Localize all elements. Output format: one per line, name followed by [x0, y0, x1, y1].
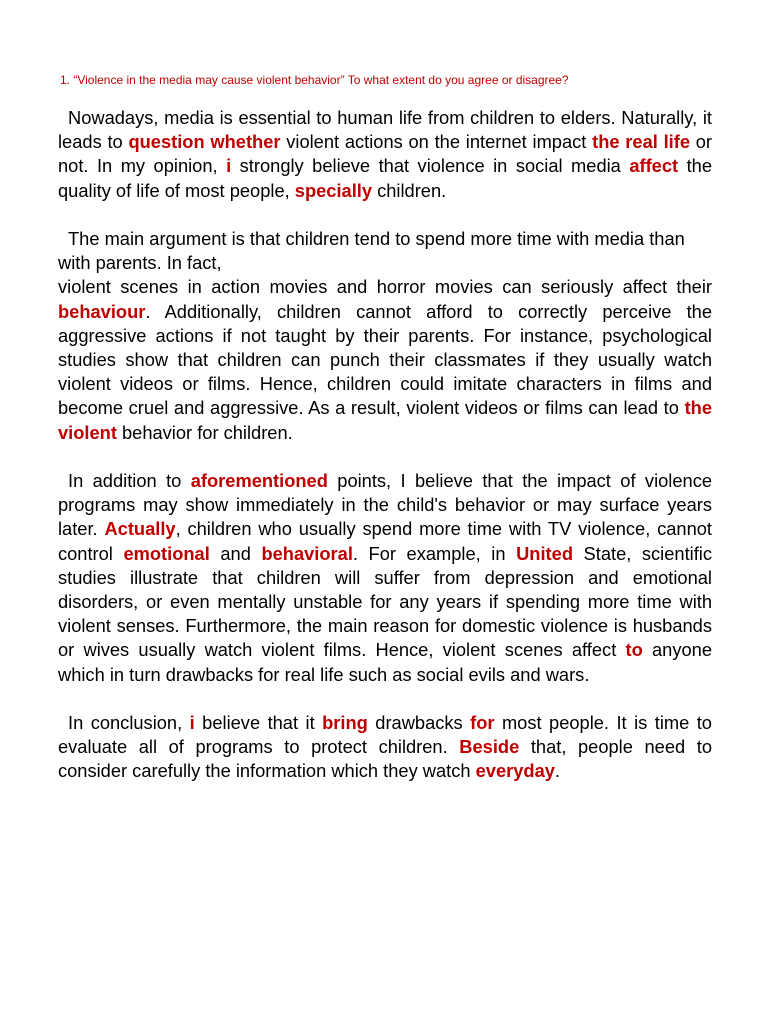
highlighted-correction: for: [470, 712, 495, 734]
paragraph-text: .: [554, 760, 561, 782]
paragraph-text: In conclusion,: [68, 712, 190, 734]
paragraph-text: State, scientific studies illustrate that children will suffer from depression and emotional disorders, or even mentally unstable for any years if spending more time with violent senses. Furthermore, the main reason for domestic violence is husbands or wives usually watch violent films. Hence, violent scenes affect: [58, 542, 712, 661]
essay-question: 1. “Violence in the media may cause violent behavior” To what extent do you agree or disagree?: [60, 73, 569, 87]
paragraph-text: drawbacks: [367, 712, 471, 734]
highlighted-correction: specially: [294, 179, 373, 201]
highlighted-correction: the violent: [58, 397, 712, 443]
paragraph-text: Nowadays, media is essential to human life from children to elders. Naturally, it leads to: [58, 107, 712, 153]
paragraph-text: , children who usually spend more time with TV violence, cannot control: [58, 518, 712, 564]
highlighted-correction: Actually: [104, 518, 176, 540]
highlighted-correction: i: [226, 155, 232, 177]
paragraph-text: the quality of life of most people,: [58, 155, 713, 201]
paragraph-text: and: [209, 542, 262, 564]
highlighted-correction: everyday: [475, 760, 555, 782]
paragraph-text: . For example, in: [352, 542, 517, 564]
essay-paragraph: [58, 227, 712, 445]
paragraph-text: In addition to: [68, 470, 191, 492]
highlighted-correction: United: [516, 542, 573, 564]
paragraph-text: The main argument is that children tend to spend more time with media than with parents. In fact,: [58, 228, 685, 274]
highlighted-correction: Beside: [459, 736, 520, 758]
highlighted-correction: to: [625, 639, 643, 661]
paragraph-text: or not. In my opinion,: [58, 131, 712, 177]
essay-paragraph: [58, 711, 712, 784]
highlighted-correction: question whether: [128, 131, 281, 153]
paragraph-text: anyone which in turn drawbacks for real life such as social evils and wars.: [58, 639, 712, 685]
paragraph-text: violent scenes in action movies and horror movies can seriously affect their: [58, 276, 712, 298]
paragraph-text: children.: [372, 179, 447, 201]
paragraph-text: behavior for children.: [116, 421, 293, 443]
highlighted-correction: the real life: [592, 131, 690, 153]
highlighted-correction: affect: [629, 155, 679, 177]
essay-paragraph: [58, 106, 712, 203]
paragraph-text: that, people need to consider carefully the information which they watch: [58, 736, 713, 782]
highlighted-correction: behaviour: [58, 300, 146, 322]
highlighted-correction: behavioral: [261, 542, 353, 564]
paragraph-text: believe that it: [194, 712, 323, 734]
essay-paragraph: [58, 469, 712, 687]
highlighted-correction: aforementioned: [190, 470, 328, 492]
paragraph-text: most people. It is time to evaluate all of programs to protect children.: [58, 712, 712, 758]
essay-body: [58, 106, 712, 808]
paragraph-text: . Additionally, children cannot afford to correctly perceive the aggressive actions if not taught by their parents. For instance, psychological studies show that children can punch their classmates if they usually watch violent videos or films. Hence, children could imitate characters in films and become cruel and aggressive. As a result, violent videos or films can lead to: [58, 300, 712, 419]
highlighted-correction: i: [189, 712, 195, 734]
paragraph-text: violent actions on the internet impact: [280, 131, 593, 153]
highlighted-correction: emotional: [123, 542, 210, 564]
paragraph-text: points, I believe that the impact of violence programs may show immediately in the child's behavior or may surface years later.: [58, 470, 712, 540]
paragraph-text: strongly believe that violence in social media: [231, 155, 630, 177]
highlighted-correction: bring: [322, 712, 368, 734]
